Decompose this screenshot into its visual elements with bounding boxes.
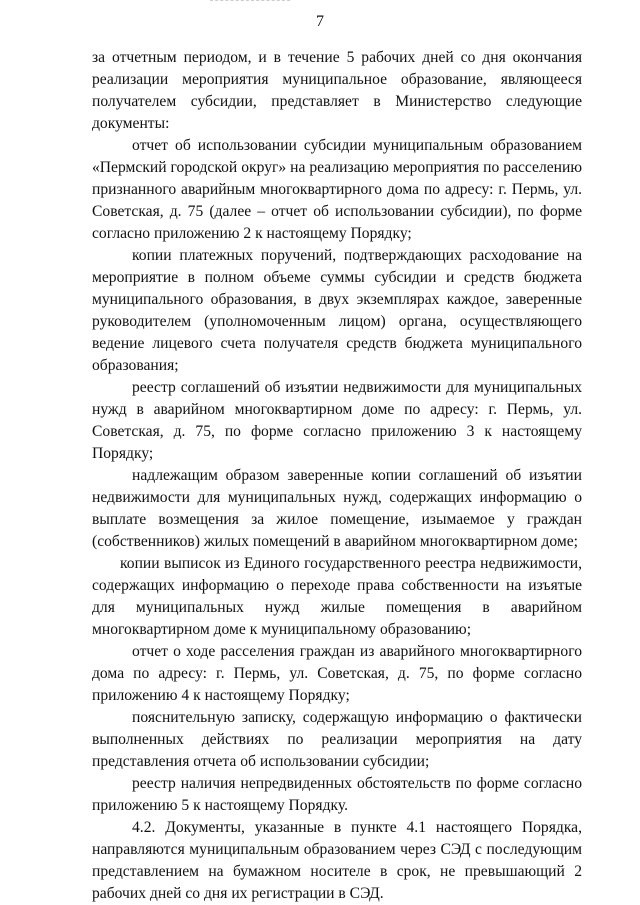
paragraph-subsidy-report: отчет об использовании субсидии муниципальным образованием «Пермский городской округ» на реализацию мероприятия по расселению признанного аварийным многоквартирного дома по адресу: г. Пермь, ул. Советская, д. 75 (далее – отчет об использовании субсидии), по форме согласно приложению 2 к настоящему Порядку;: [92, 137, 582, 242]
paragraph-explanatory-note: пояснительную записку, содержащую информацию о фактически выполненных действиях по реализации мероприятия на дату представления отчета об использовании субсидии;: [92, 709, 582, 770]
document-body: [92, 47, 582, 905]
paragraph-payment-orders: копии платежных поручений, подтверждающих расходование на мероприятие в полном объеме суммы субсидии и средств бюджета муниципального образования, в двух экземплярах каждое, заверенные руководителем (уполномоченным лицом) органа, осуществляющего ведение лицевого счета получателя средств бюджета муниципального образования;: [92, 247, 582, 374]
paragraph-section-4-2: 4.2. Документы, указанные в пункте 4.1 настоящего Порядка, направляются муниципальным образованием через СЭД с последующим представлением на бумажном носителе в срок, не превышающий 2 рабочих дней со дня их регистрации в СЭД.: [92, 819, 582, 902]
scan-artifact: [210, 0, 290, 4]
paragraph-circumstances-registry: реестр наличия непредвиденных обстоятельств по форме согласно приложению 5 к настоящему Порядку.: [92, 775, 582, 814]
page-number: 7: [316, 13, 324, 30]
paragraph-agreement-copies: надлежащим образом заверенные копии соглашений об изъятии недвижимости для муниципальных нужд, содержащих информацию о выплате возмещения за жилое помещение, изымаемое у граждан (собственников) жилых помещений в аварийном многоквартирном доме;: [92, 467, 582, 550]
paragraph-continuation: за отчетным периодом, и в течение 5 рабочих дней со дня окончания реализации мероприятия муниципальное образование, являющееся получателем субсидии, представляет в Министерство следующие документы:: [92, 49, 582, 132]
paragraph-egrn-extracts: копии выписок из Единого государственного реестра недвижимости, содержащих информацию о переходе права собственности на изъятые для муниципальных нужд жилые помещения в аварийном многоквартирном доме к муниципальному образованию;: [92, 555, 582, 638]
paragraph-agreements-registry: реестр соглашений об изъятии недвижимости для муниципальных нужд в аварийном многоквартирном доме по адресу: г. Пермь, ул. Советская, д. 75, по форме согласно приложению 3 к настоящему Порядку;: [92, 379, 582, 462]
paragraph-resettlement-report: отчет о ходе расселения граждан из аварийного многоквартирного дома по адресу: г. Пермь, ул. Советская, д. 75, по форме согласно приложению 4 к настоящему Порядку;: [92, 643, 582, 704]
